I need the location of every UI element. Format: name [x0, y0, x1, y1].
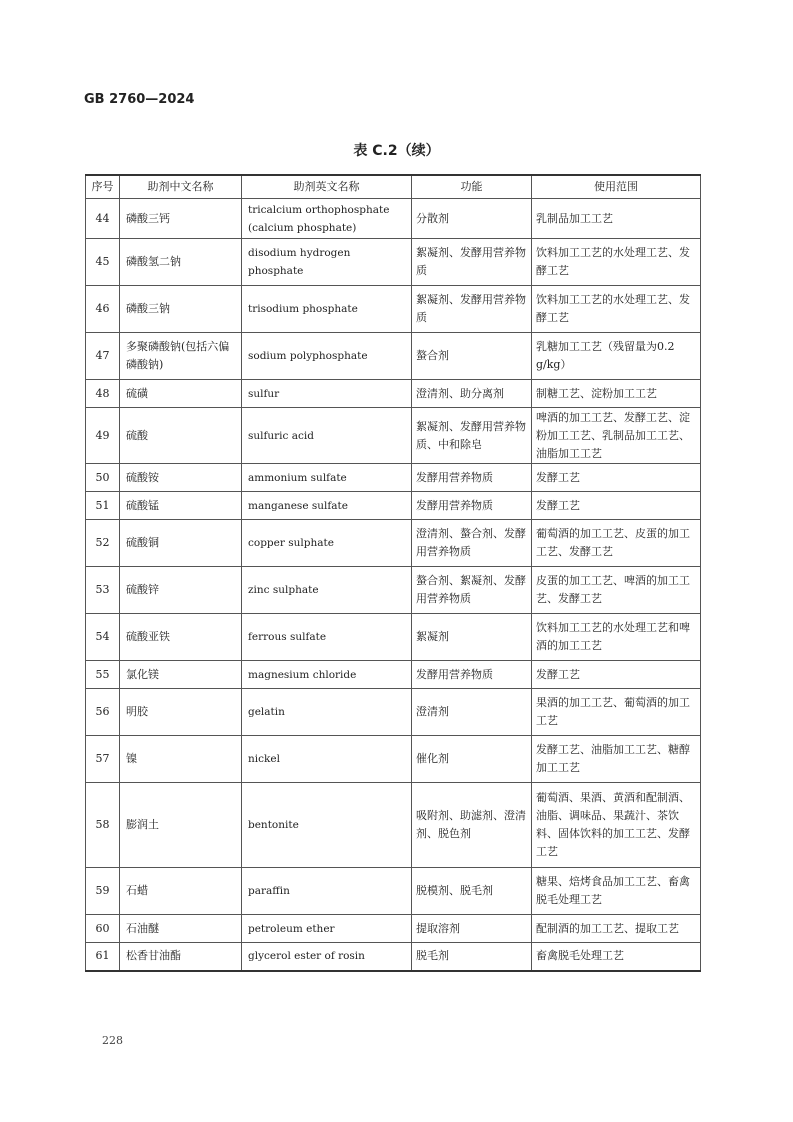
- function-cell: 絮凝剂: [412, 614, 532, 661]
- scope-cell: 乳糖加工工艺（残留量为0.2 g/kg）: [532, 333, 701, 380]
- scope-cell: 啤酒的加工工艺、发酵工艺、淀粉加工工艺、乳制品加工工艺、油脂加工工艺: [532, 408, 701, 464]
- table-row: [86, 567, 701, 614]
- scope-cell: 发酵工艺、油脂加工工艺、糖醇加工工艺: [532, 736, 701, 783]
- english-name-cell: sodium polyphosphate: [242, 333, 412, 380]
- scope-cell: 饮料加工工艺的水处理工艺和啤酒的加工工艺: [532, 614, 701, 661]
- english-name-cell: ammonium sulfate: [242, 464, 412, 492]
- col-header-number: 序号: [86, 175, 120, 199]
- row-number: 44: [86, 199, 120, 239]
- col-header-chinese-name: 助剂中文名称: [120, 175, 242, 199]
- page-number: 228: [102, 1034, 123, 1047]
- row-number: 52: [86, 520, 120, 567]
- chinese-name-cell: 多聚磷酸钠(包括六偏磷酸钠): [120, 333, 242, 380]
- row-number: 57: [86, 736, 120, 783]
- english-name-cell: gelatin: [242, 689, 412, 736]
- chinese-name-cell: 明胶: [120, 689, 242, 736]
- function-cell: 絮凝剂、发酵用营养物质: [412, 286, 532, 333]
- table-row: [86, 868, 701, 915]
- row-number: 46: [86, 286, 120, 333]
- table-row: [86, 408, 701, 464]
- row-number: 45: [86, 239, 120, 286]
- row-number: 47: [86, 333, 120, 380]
- scope-cell: 葡萄酒、果酒、黄酒和配制酒、油脂、调味品、果蔬汁、茶饮料、固体饮料的加工工艺、发酵工艺: [532, 783, 701, 868]
- chinese-name-cell: 硫酸锰: [120, 492, 242, 520]
- scope-cell: 糖果、焙烤食品加工工艺、畜禽脱毛处理工艺: [532, 868, 701, 915]
- function-cell: 吸附剂、助滤剂、澄清剂、脱色剂: [412, 783, 532, 868]
- table-row: [86, 614, 701, 661]
- english-name-cell: magnesium chloride: [242, 661, 412, 689]
- table-row: [86, 689, 701, 736]
- english-name-cell: paraffin: [242, 868, 412, 915]
- function-cell: 澄清剂: [412, 689, 532, 736]
- chinese-name-cell: 氯化镁: [120, 661, 242, 689]
- row-number: 59: [86, 868, 120, 915]
- chinese-name-cell: 膨润土: [120, 783, 242, 868]
- chinese-name-cell: 石蜡: [120, 868, 242, 915]
- row-number: 49: [86, 408, 120, 464]
- function-cell: 澄清剂、螯合剂、发酵用营养物质: [412, 520, 532, 567]
- function-cell: 发酵用营养物质: [412, 492, 532, 520]
- function-cell: 絮凝剂、发酵用营养物质: [412, 239, 532, 286]
- english-name-cell: bentonite: [242, 783, 412, 868]
- row-number: 48: [86, 380, 120, 408]
- table-header-row: [86, 175, 701, 199]
- col-header-scope: 使用范围: [532, 175, 701, 199]
- row-number: 60: [86, 915, 120, 943]
- standard-code: GB 2760—2024: [84, 92, 195, 107]
- table-body: [86, 199, 701, 971]
- english-name-cell: tricalcium orthophosphate (calcium phosphate): [242, 199, 412, 239]
- row-number: 55: [86, 661, 120, 689]
- table-row: [86, 661, 701, 689]
- function-cell: 脱模剂、脱毛剂: [412, 868, 532, 915]
- table-row: [86, 286, 701, 333]
- english-name-cell: zinc sulphate: [242, 567, 412, 614]
- table-row: [86, 333, 701, 380]
- scope-cell: 饮料加工工艺的水处理工艺、发酵工艺: [532, 239, 701, 286]
- function-cell: 发酵用营养物质: [412, 464, 532, 492]
- english-name-cell: glycerol ester of rosin: [242, 943, 412, 971]
- function-cell: 絮凝剂、发酵用营养物质、中和除皂: [412, 408, 532, 464]
- function-cell: 脱毛剂: [412, 943, 532, 971]
- row-number: 50: [86, 464, 120, 492]
- function-cell: 提取溶剂: [412, 915, 532, 943]
- table-row: [86, 736, 701, 783]
- english-name-cell: sulfur: [242, 380, 412, 408]
- scope-cell: 畜禽脱毛处理工艺: [532, 943, 701, 971]
- function-cell: 螯合剂、絮凝剂、发酵用营养物质: [412, 567, 532, 614]
- row-number: 53: [86, 567, 120, 614]
- chinese-name-cell: 磷酸三钙: [120, 199, 242, 239]
- table-row: [86, 783, 701, 868]
- table-row: [86, 520, 701, 567]
- english-name-cell: copper sulphate: [242, 520, 412, 567]
- function-cell: 澄清剂、助分离剂: [412, 380, 532, 408]
- table-title: 表 C.2（续）: [353, 143, 440, 159]
- table-row: [86, 943, 701, 971]
- table-row: [86, 199, 701, 239]
- col-header-function: 功能: [412, 175, 532, 199]
- chinese-name-cell: 磷酸氢二钠: [120, 239, 242, 286]
- chinese-name-cell: 硫酸铵: [120, 464, 242, 492]
- table-row: [86, 239, 701, 286]
- table-row: [86, 464, 701, 492]
- row-number: 58: [86, 783, 120, 868]
- function-cell: 催化剂: [412, 736, 532, 783]
- scope-cell: 皮蛋的加工工艺、啤酒的加工工艺、发酵工艺: [532, 567, 701, 614]
- chinese-name-cell: 硫酸: [120, 408, 242, 464]
- english-name-cell: disodium hydrogen phosphate: [242, 239, 412, 286]
- table-row: [86, 915, 701, 943]
- row-number: 56: [86, 689, 120, 736]
- scope-cell: 葡萄酒的加工工艺、皮蛋的加工工艺、发酵工艺: [532, 520, 701, 567]
- english-name-cell: trisodium phosphate: [242, 286, 412, 333]
- row-number: 61: [86, 943, 120, 971]
- row-number: 54: [86, 614, 120, 661]
- scope-cell: 配制酒的加工工艺、提取工艺: [532, 915, 701, 943]
- table-row: [86, 380, 701, 408]
- scope-cell: 乳制品加工工艺: [532, 199, 701, 239]
- chinese-name-cell: 硫酸锌: [120, 567, 242, 614]
- chinese-name-cell: 硫磺: [120, 380, 242, 408]
- english-name-cell: manganese sulfate: [242, 492, 412, 520]
- scope-cell: 发酵工艺: [532, 492, 701, 520]
- chinese-name-cell: 硫酸亚铁: [120, 614, 242, 661]
- scope-cell: 果酒的加工工艺、葡萄酒的加工工艺: [532, 689, 701, 736]
- function-cell: 发酵用营养物质: [412, 661, 532, 689]
- function-cell: 分散剂: [412, 199, 532, 239]
- chinese-name-cell: 镍: [120, 736, 242, 783]
- chinese-name-cell: 磷酸三钠: [120, 286, 242, 333]
- english-name-cell: petroleum ether: [242, 915, 412, 943]
- english-name-cell: ferrous sulfate: [242, 614, 412, 661]
- scope-cell: 制糖工艺、淀粉加工工艺: [532, 380, 701, 408]
- english-name-cell: nickel: [242, 736, 412, 783]
- scope-cell: 饮料加工工艺的水处理工艺、发酵工艺: [532, 286, 701, 333]
- english-name-cell: sulfuric acid: [242, 408, 412, 464]
- chinese-name-cell: 硫酸铜: [120, 520, 242, 567]
- scope-cell: 发酵工艺: [532, 661, 701, 689]
- row-number: 51: [86, 492, 120, 520]
- chinese-name-cell: 石油醚: [120, 915, 242, 943]
- function-cell: 螯合剂: [412, 333, 532, 380]
- table-row: [86, 492, 701, 520]
- scope-cell: 发酵工艺: [532, 464, 701, 492]
- additives-table: [85, 174, 701, 972]
- col-header-english-name: 助剂英文名称: [242, 175, 412, 199]
- chinese-name-cell: 松香甘油酯: [120, 943, 242, 971]
